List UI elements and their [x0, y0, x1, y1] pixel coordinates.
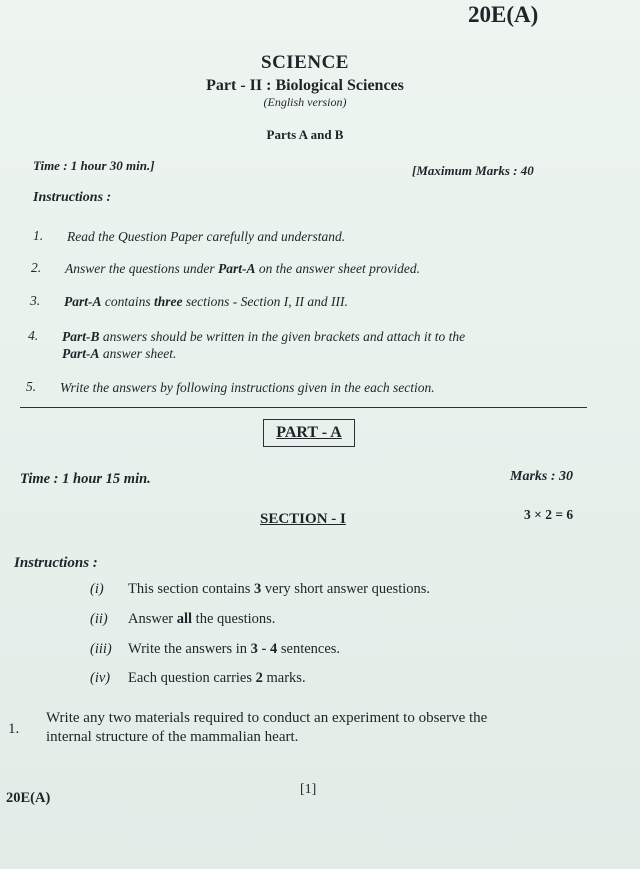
- part-a-title: PART - A: [276, 424, 342, 441]
- subject-title: SCIENCE: [261, 52, 349, 73]
- part-a-time: Time : 1 hour 15 min.: [20, 471, 151, 487]
- question-text: Write any two materials required to conduct an experiment to observe the internal structure of the mammalian heart.: [46, 710, 488, 745]
- part-a-marks: Marks : 30: [510, 469, 574, 484]
- question-number: 1.: [8, 721, 20, 737]
- part-title: Part - II : Biological Sciences: [206, 77, 404, 94]
- section-instruction-text: Each question carries 2 marks.: [128, 670, 306, 686]
- roman-numeral: (iv): [90, 670, 111, 686]
- section-instruction-text: Answer all the questions.: [128, 611, 276, 627]
- roman-numeral: (iii): [90, 641, 112, 657]
- parts-label: Parts A and B: [266, 127, 344, 142]
- general-instructions-heading: Instructions :: [33, 190, 112, 205]
- part-a-box: [263, 419, 355, 447]
- total-time: Time : 1 hour 30 min.]: [33, 158, 155, 173]
- roman-numeral: (i): [90, 581, 104, 597]
- roman-numeral: (ii): [90, 611, 108, 627]
- instruction-number: 2.: [31, 260, 42, 275]
- instruction-number: 1.: [33, 228, 44, 243]
- section-marks: 3 × 2 = 6: [524, 507, 574, 522]
- paper-code-footer: 20E(A): [6, 790, 51, 806]
- instruction-text: Read the Question Paper carefully and understand.: [67, 229, 346, 244]
- instruction-text: Part-A contains three sections - Section I, II and III.: [64, 294, 348, 309]
- section-title: SECTION - I: [260, 511, 346, 527]
- instruction-text: Answer the questions under Part-A on the answer sheet provided.: [65, 261, 420, 276]
- instruction-number: 5.: [26, 379, 37, 394]
- section-instructions-heading: Instructions :: [14, 555, 98, 571]
- instruction-text: Write the answers by following instructions given in the each section.: [60, 380, 435, 395]
- paper-code-header: 20E(A): [468, 2, 539, 27]
- instruction-text: Part-B answers should be written in the given brackets and attach it to the Part-A answer sheet.: [62, 329, 466, 361]
- horizontal-divider: [20, 407, 587, 408]
- section-instruction-text: Write the answers in 3 - 4 sentences.: [128, 641, 341, 657]
- page-number: [1]: [300, 782, 317, 797]
- section-instruction-text: This section contains 3 very short answer questions.: [128, 581, 431, 597]
- maximum-marks: [Maximum Marks : 40: [412, 163, 534, 178]
- instruction-number: 4.: [28, 328, 39, 343]
- instruction-number: 3.: [30, 293, 41, 308]
- version-label: (English version): [263, 95, 347, 109]
